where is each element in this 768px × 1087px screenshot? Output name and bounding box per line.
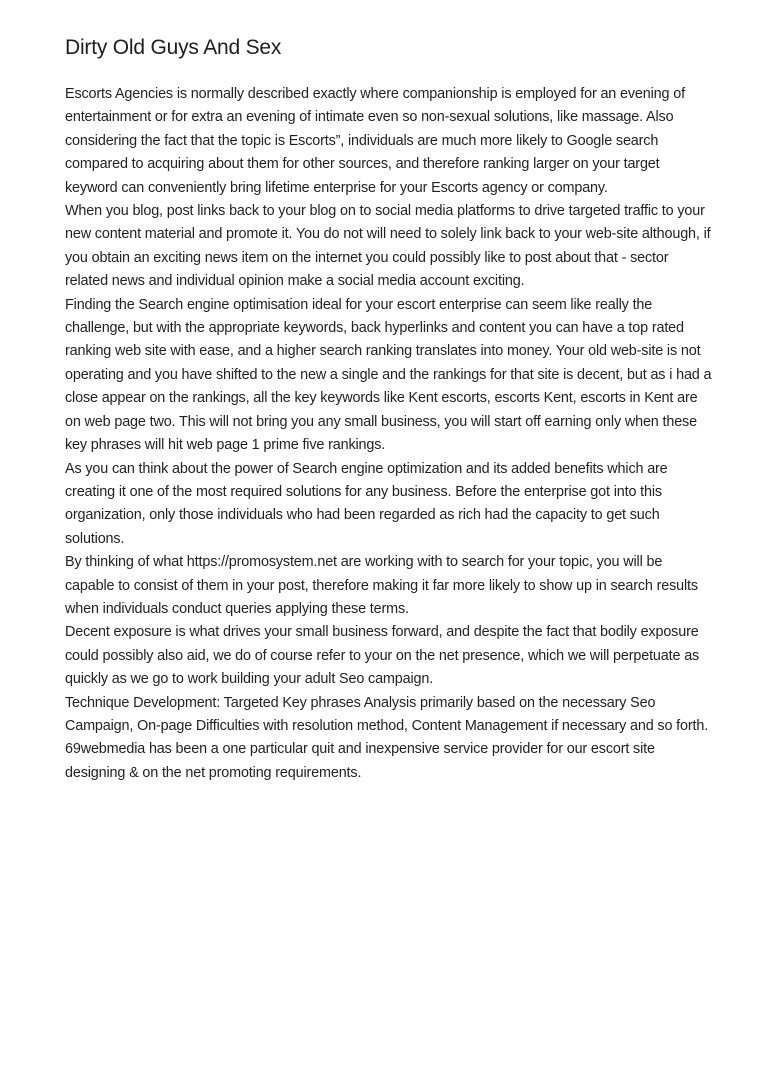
paragraph-escorts-agencies: Escorts Agencies is normally described exactly where companionship is employed for an evening of entertainment or for extra an evening of intimate even so non-sexual solutions, like massage. Also considering the fact that the topic is Escorts”, individuals are much more likely to Google search compared to acquiring about them for other sources, and therefore ranking larger on your target keyword can conveniently bring lifetime enterprise for your Escorts agency or company.: [65, 86, 685, 196]
document-title: Dirty Old Guys And Sex: [65, 36, 282, 59]
paragraph-technique-development: Technique Development: Targeted Key phrases Analysis primarily based on the necessary Seo Campaign, On-page Difficulties with resolution method, Content Management if necessary and so forth. 69webmedia has been a one particular quit and inexpensive service provider for our escort site designing & on the net promoting requirements.: [65, 694, 709, 781]
paragraph-seo-benefits: As you can think about the power of Search engine optimization and its added benefits which are creating it one of the most required solutions for any business. Before the enterprise got into this organization, only those individuals who had been regarded as rich had the capacity to get such solutions.: [65, 460, 668, 547]
paragraph-exposure: Decent exposure is what drives your small business forward, and despite the fact that bodily exposure could possibly also aid, we do of course refer to your on the net presence, which we will perpetuate as quickly as we go to work building your adult Seo campaign.: [65, 624, 700, 688]
paragraph-seo-rankings: Finding the Search engine optimisation ideal for your escort enterprise can seem like really the challenge, but with the appropriate keywords, back hyperlinks and content you can have a top rated ranking web site with ease, and a higher search ranking translates into money. Your old web-site is not operating and you have shifted to the new a single and the rankings for that site is decent, but as i had a close appear on the rankings, all the key keywords like Kent escorts, escorts Kent, escorts in Kent are on web page two. This will not bring you any small business, you will start off earning only when these key phrases will hit web page 1 prime five rankings.: [65, 296, 712, 454]
paragraph-blog-links: When you blog, post links back to your blog on to social media platforms to drive targeted traffic to your new content material and promote it. You do not will need to solely link back to your web-site although, if you obtain an exciting news item on the internet you could possibly like to post about that - sector related news and individual opinion make a social media account exciting.: [65, 203, 711, 290]
document-body: [65, 83, 715, 785]
paragraph-search-terms: By thinking of what https://promosystem.net are working with to search for your topic, you will be capable to consist of them in your post, therefore making it far more likely to show up in search results when individuals conduct queries applying these terms.: [65, 554, 698, 617]
